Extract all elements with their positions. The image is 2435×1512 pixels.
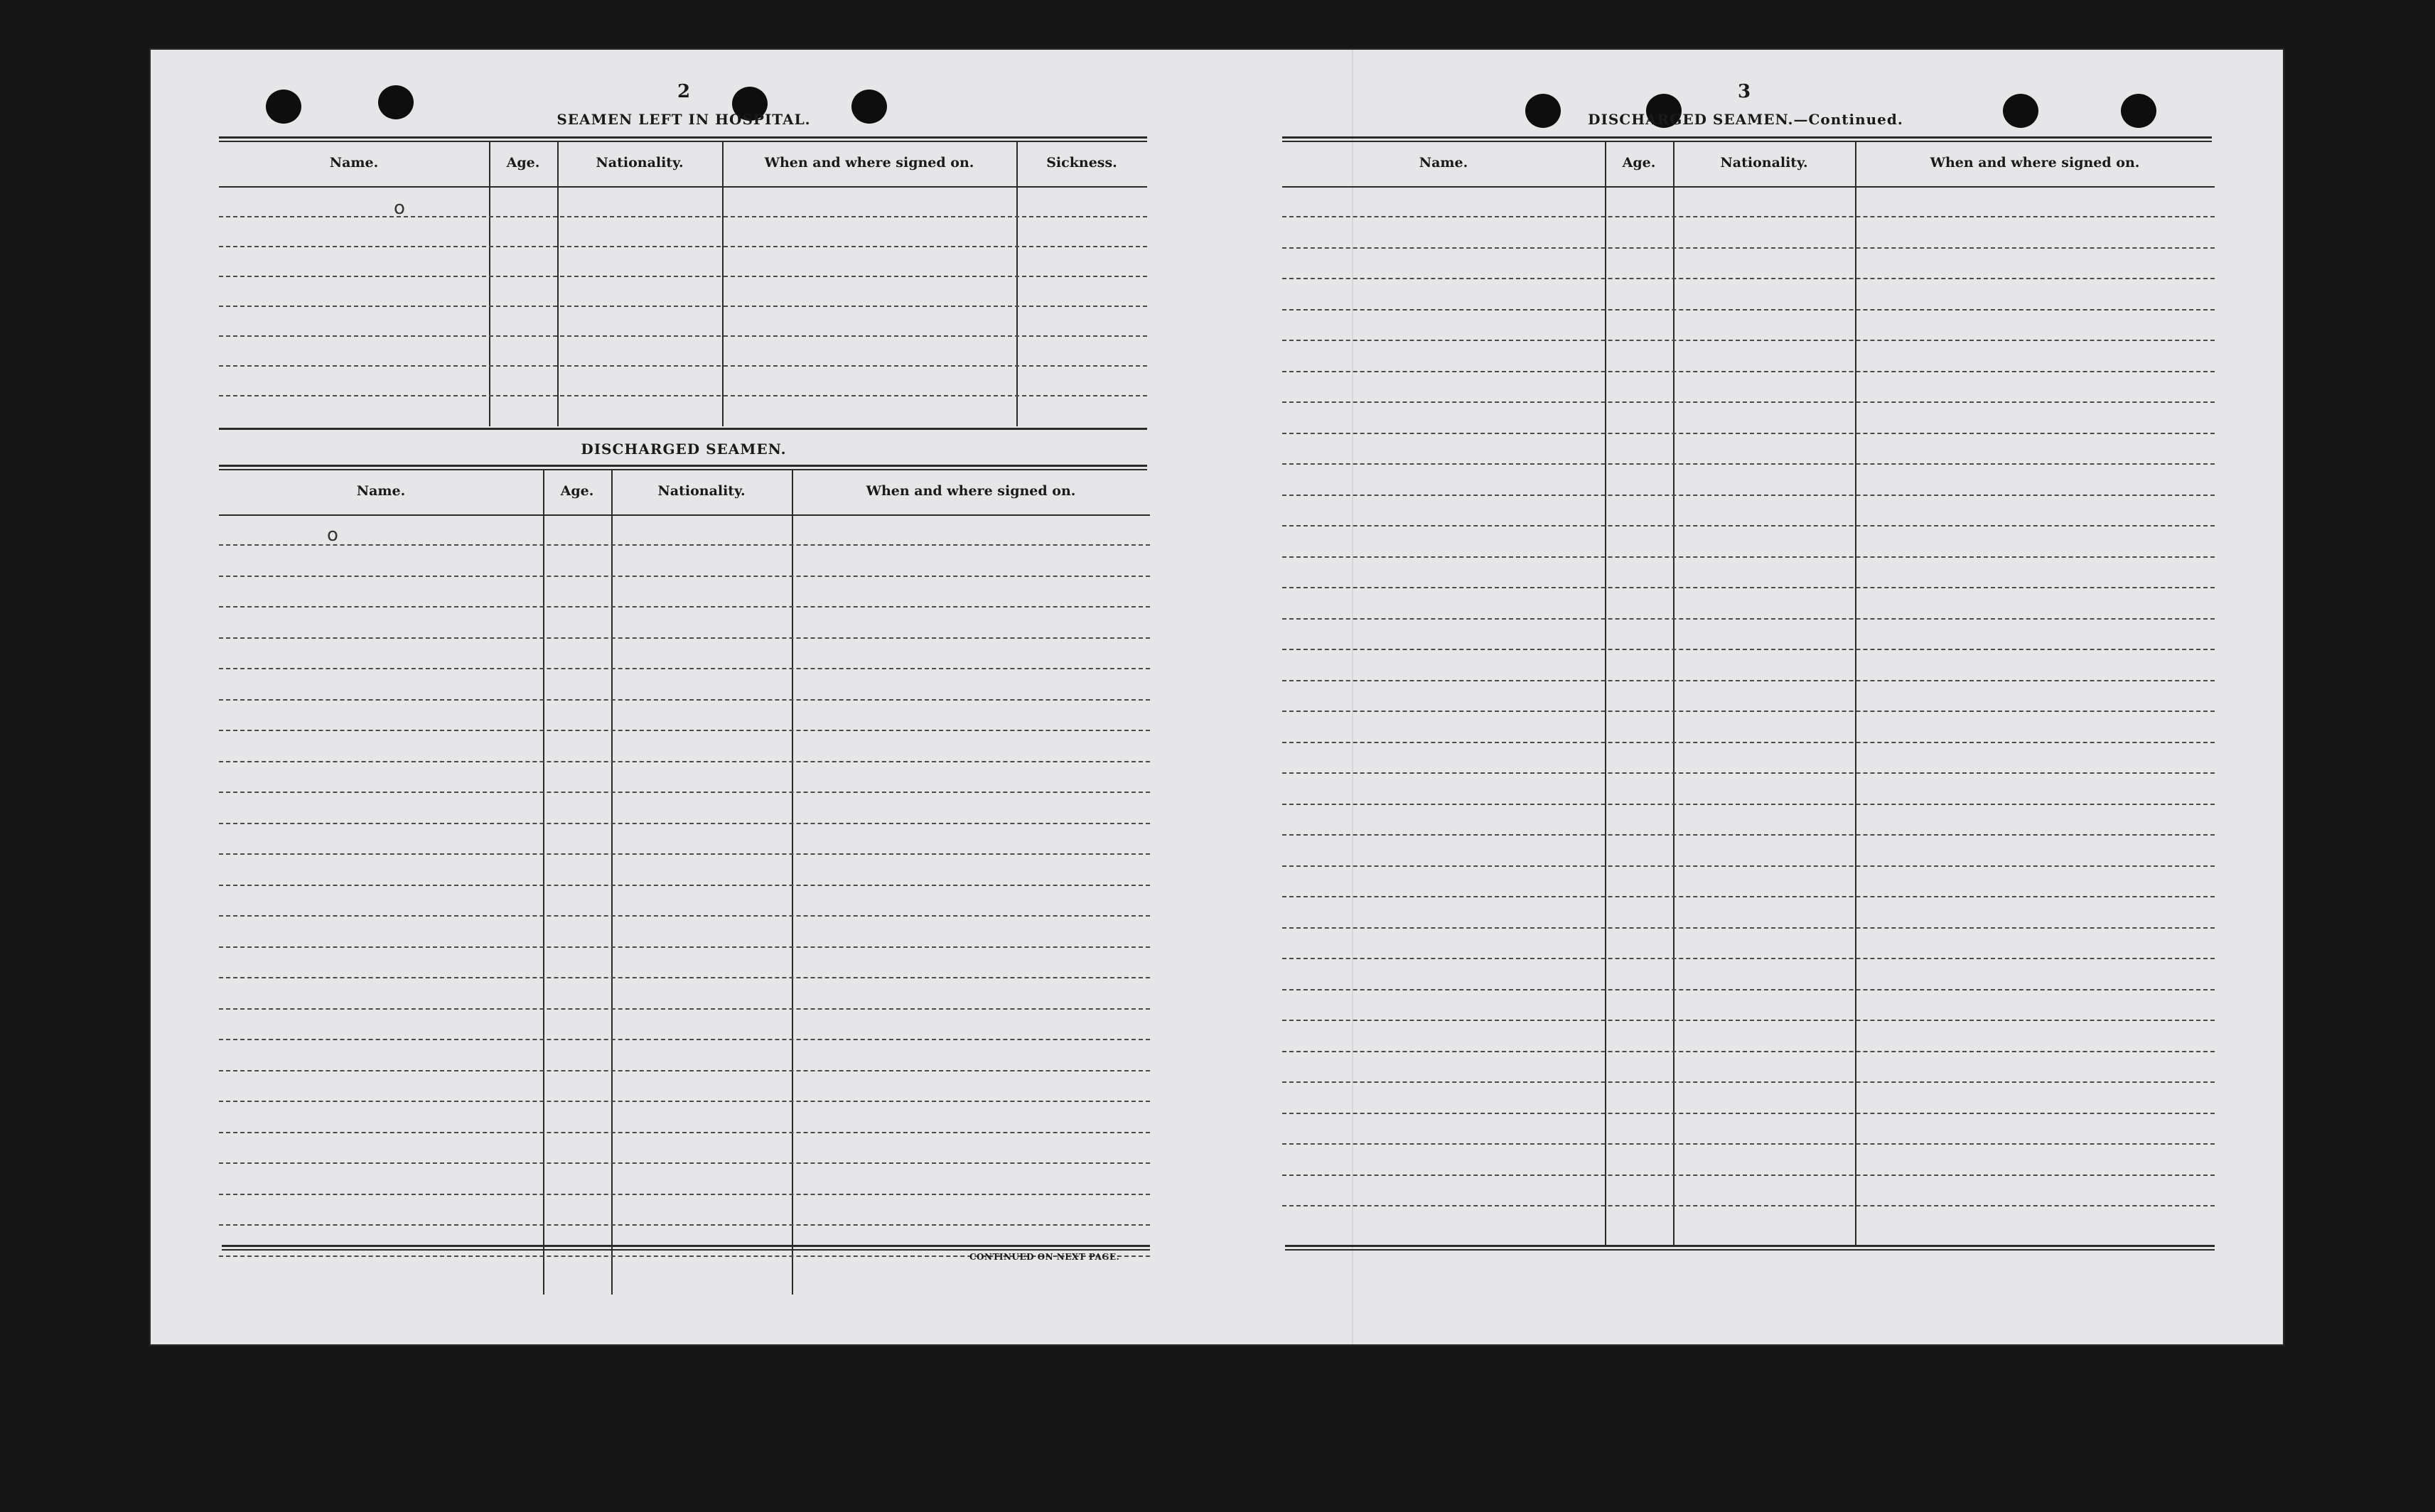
row-line xyxy=(1282,1205,2215,1206)
row-line xyxy=(219,1132,1150,1133)
discharged-bottom-rule xyxy=(222,1245,1150,1251)
row-line xyxy=(219,365,1147,367)
row-line xyxy=(219,761,1150,762)
row-line xyxy=(219,395,1147,396)
column-divider xyxy=(792,470,793,1295)
row-line xyxy=(1282,495,2215,496)
row-line xyxy=(1282,1143,2215,1145)
hospital-table xyxy=(219,142,1147,426)
row-line xyxy=(1282,834,2215,836)
punch-hole xyxy=(1525,94,1561,128)
continued-top-rule xyxy=(1282,136,2212,142)
header-rule xyxy=(1282,186,2215,188)
punch-hole xyxy=(2003,94,2038,128)
document-sheet xyxy=(151,50,2283,1344)
row-line xyxy=(219,853,1150,855)
row-line xyxy=(219,915,1150,917)
row-line xyxy=(1282,278,2215,279)
row-line xyxy=(1282,896,2215,897)
column-divider xyxy=(543,470,544,1295)
row-line xyxy=(1282,463,2215,465)
row-line xyxy=(219,216,1147,217)
hospital-col-signed-on-header: When and where signed on. xyxy=(764,155,974,171)
row-line xyxy=(1282,1174,2215,1176)
discharged-col-name-header: Name. xyxy=(356,483,406,499)
row-line xyxy=(1282,433,2215,434)
right-page-number: 3 xyxy=(1737,81,1751,102)
row-line xyxy=(219,792,1150,793)
row-line xyxy=(1282,340,2215,341)
row-line xyxy=(219,977,1150,978)
row-line xyxy=(1282,772,2215,774)
row-line xyxy=(219,1070,1150,1071)
row-line xyxy=(1282,1113,2215,1114)
header-rule xyxy=(219,514,1150,516)
row-line xyxy=(219,823,1150,824)
column-divider xyxy=(1605,142,1606,1245)
handwritten-mark: o xyxy=(327,524,338,546)
continued-col-nationality-header: Nationality. xyxy=(1720,155,1808,171)
row-line xyxy=(1282,711,2215,712)
continued-col-name-header: Name. xyxy=(1419,155,1468,171)
row-line xyxy=(1282,927,2215,929)
row-line xyxy=(219,306,1147,307)
continued-note: CONTINUED ON NEXT PAGE. xyxy=(969,1252,1120,1262)
row-line xyxy=(1282,371,2215,372)
hospital-section-title: SEAMEN LEFT IN HOSPITAL. xyxy=(557,111,811,128)
discharged-table xyxy=(219,470,1150,1245)
left-page-number: 2 xyxy=(677,81,691,102)
discharged-col-age-header: Age. xyxy=(560,483,594,499)
discharged-section-title: DISCHARGED SEAMEN. xyxy=(581,441,787,458)
row-line xyxy=(219,946,1150,948)
row-line xyxy=(219,668,1150,669)
column-divider xyxy=(489,142,490,426)
row-line xyxy=(219,544,1150,546)
punch-hole xyxy=(378,85,414,119)
hospital-col-nationality-header: Nationality. xyxy=(596,155,684,171)
row-line xyxy=(1282,1051,2215,1052)
column-divider xyxy=(722,142,724,426)
header-rule xyxy=(219,186,1147,188)
row-line xyxy=(219,1224,1150,1226)
discharged-continued-table xyxy=(1282,142,2215,1245)
row-line xyxy=(219,1162,1150,1164)
column-divider xyxy=(1673,142,1675,1245)
row-line xyxy=(1282,958,2215,959)
row-line xyxy=(1282,556,2215,558)
row-line xyxy=(219,1101,1150,1102)
row-line xyxy=(1282,1081,2215,1083)
row-line xyxy=(1282,865,2215,867)
row-line xyxy=(219,1194,1150,1195)
punch-hole xyxy=(2121,94,2156,128)
handwritten-mark: o xyxy=(394,198,405,219)
hospital-col-sickness-header: Sickness. xyxy=(1046,155,1117,171)
continued-col-signed-on-header: When and where signed on. xyxy=(1930,155,2140,171)
discharged-top-rule xyxy=(219,465,1147,470)
column-divider xyxy=(1855,142,1856,1245)
row-line xyxy=(1282,525,2215,526)
column-divider xyxy=(611,470,613,1295)
row-line xyxy=(219,276,1147,277)
row-line xyxy=(1282,680,2215,681)
discharged-col-nationality-header: Nationality. xyxy=(657,483,746,499)
discharged-col-signed-on-header: When and where signed on. xyxy=(866,483,1076,499)
continued-col-age-header: Age. xyxy=(1622,155,1656,171)
row-line xyxy=(219,637,1150,639)
row-line xyxy=(219,1008,1150,1010)
row-line xyxy=(1282,1020,2215,1021)
row-line xyxy=(219,699,1150,701)
hospital-col-age-header: Age. xyxy=(506,155,540,171)
row-line xyxy=(1282,247,2215,249)
row-line xyxy=(1282,742,2215,743)
row-line xyxy=(219,730,1150,731)
row-line xyxy=(219,335,1147,337)
row-line xyxy=(1282,216,2215,217)
discharged-continued-title: DISCHARGED SEAMEN.—Continued. xyxy=(1588,111,1903,128)
continued-bottom-rule xyxy=(1285,1245,2215,1251)
row-line xyxy=(1282,804,2215,805)
hospital-bottom-rule xyxy=(219,428,1147,430)
hospital-col-name-header: Name. xyxy=(329,155,379,171)
row-line xyxy=(1282,989,2215,990)
row-line xyxy=(219,885,1150,886)
column-divider xyxy=(1016,142,1018,426)
row-line xyxy=(1282,309,2215,310)
row-line xyxy=(1282,587,2215,588)
hospital-top-rule xyxy=(219,136,1147,142)
column-divider xyxy=(557,142,559,426)
row-line xyxy=(1282,618,2215,620)
row-line xyxy=(1282,401,2215,403)
punch-hole xyxy=(851,90,887,124)
row-line xyxy=(219,576,1150,577)
row-line xyxy=(219,1039,1150,1040)
punch-hole xyxy=(266,90,301,124)
row-line xyxy=(1282,649,2215,650)
row-line xyxy=(219,246,1147,247)
row-line xyxy=(219,606,1150,608)
